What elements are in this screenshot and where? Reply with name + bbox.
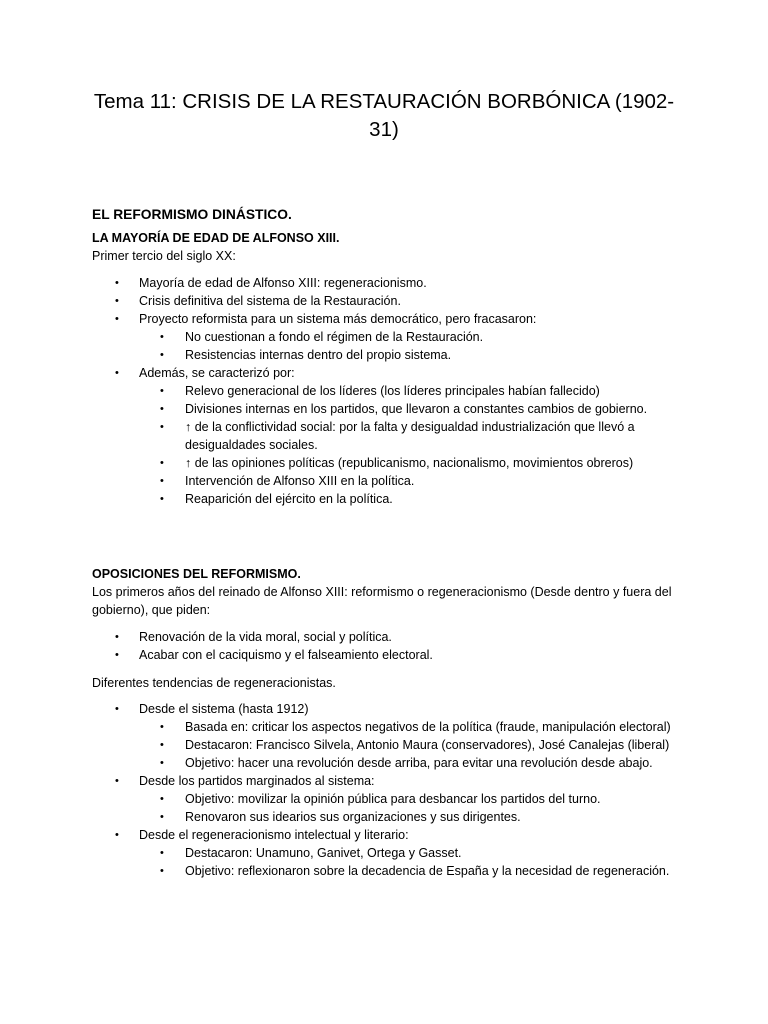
section-heading-oposiciones: OPOSICIONES DEL REFORMISMO. bbox=[92, 567, 301, 581]
list-item-text: Intervención de Alfonso XIII en la política. bbox=[185, 474, 415, 488]
list-item-text: Renovación de la vida moral, social y política. bbox=[139, 630, 392, 644]
list-item bbox=[92, 472, 682, 490]
bullet-icon: • bbox=[115, 313, 119, 325]
tendencies-intro: Diferentes tendencias de regeneracionistas. bbox=[92, 676, 336, 690]
list-item bbox=[92, 628, 682, 646]
list-item-text: Acabar con el caciquismo y el falseamiento electoral. bbox=[139, 648, 433, 662]
list-item bbox=[92, 382, 682, 400]
subheading-mayoria-edad: LA MAYORÍA DE EDAD DE ALFONSO XIII. bbox=[92, 231, 340, 245]
list-item bbox=[92, 826, 682, 844]
list-item-text: Resistencias internas dentro del propio sistema. bbox=[185, 348, 452, 362]
list-item-text: Renovaron sus idearios sus organizaciones y sus dirigentes. bbox=[185, 810, 521, 824]
list-item bbox=[92, 454, 682, 472]
list-item-text: Reaparición del ejército en la política. bbox=[185, 492, 393, 506]
list-item-text: Proyecto reformista para un sistema más democrático, pero fracasaron: bbox=[139, 312, 537, 326]
list-item-text: ↑ de la conflictividad social: por la falta y desigualdad industrialización que llevó a desigualdades sociales. bbox=[185, 420, 635, 452]
bullet-icon: • bbox=[160, 811, 164, 823]
list-item bbox=[92, 844, 682, 862]
list-item bbox=[92, 808, 682, 826]
section1-intro: Primer tercio del siglo XX: bbox=[92, 249, 236, 263]
bullet-icon: • bbox=[160, 493, 164, 505]
list-item bbox=[92, 862, 682, 880]
section-heading-reformismo: EL REFORMISMO DINÁSTICO. bbox=[92, 207, 292, 222]
list-item bbox=[92, 700, 682, 718]
list-item-text: Desde los partidos marginados al sistema: bbox=[139, 774, 375, 788]
tendencies-bullet-list bbox=[92, 700, 682, 880]
list-item-text: Divisiones internas en los partidos, que llevaron a constantes cambios de gobierno. bbox=[185, 402, 648, 416]
list-item bbox=[92, 400, 682, 418]
list-item bbox=[92, 328, 682, 346]
list-item-text: Desde el regeneracionismo intelectual y literario: bbox=[139, 828, 409, 842]
bullet-icon: • bbox=[160, 457, 164, 469]
bullet-icon: • bbox=[115, 367, 119, 379]
bullet-icon: • bbox=[115, 277, 119, 289]
bullet-icon: • bbox=[160, 847, 164, 859]
list-item-text: Basada en: criticar los aspectos negativos de la política (fraude, manipulación electoral) bbox=[185, 720, 671, 734]
list-item-text: Destacaron: Unamuno, Ganivet, Ortega y Gasset. bbox=[185, 846, 462, 860]
bullet-icon: • bbox=[115, 703, 119, 715]
list-item-text: Relevo generacional de los líderes (los líderes principales habían fallecido) bbox=[185, 384, 600, 398]
list-item-text: Objetivo: hacer una revolución desde arriba, para evitar una revolución desde abajo. bbox=[185, 756, 653, 770]
list-item bbox=[92, 490, 682, 508]
list-item-text: Mayoría de edad de Alfonso XIII: regeneracionismo. bbox=[139, 276, 427, 290]
list-item bbox=[92, 646, 682, 664]
list-item bbox=[92, 346, 682, 364]
list-item bbox=[92, 718, 682, 736]
section1-bullet-list bbox=[92, 274, 682, 508]
bullet-icon: • bbox=[160, 793, 164, 805]
list-item bbox=[92, 754, 682, 772]
bullet-icon: • bbox=[160, 421, 164, 433]
section2-intro: Los primeros años del reinado de Alfonso XIII: reformismo o regeneracionismo (Desde dentro y fuera del gobierno), que piden: bbox=[92, 585, 672, 617]
document-title: Tema 11: CRISIS DE LA RESTAURACIÓN BORBÓNICA (1902-31) bbox=[93, 90, 675, 141]
bullet-icon: • bbox=[160, 475, 164, 487]
list-item bbox=[92, 292, 682, 310]
bullet-icon: • bbox=[160, 739, 164, 751]
bullet-icon: • bbox=[160, 349, 164, 361]
list-item bbox=[92, 790, 682, 808]
bullet-icon: • bbox=[160, 757, 164, 769]
bullet-icon: • bbox=[160, 721, 164, 733]
list-item bbox=[92, 364, 682, 382]
bullet-icon: • bbox=[160, 385, 164, 397]
list-item-text: Desde el sistema (hasta 1912) bbox=[139, 702, 309, 716]
list-item bbox=[92, 736, 682, 754]
list-item bbox=[92, 772, 682, 790]
list-item bbox=[92, 274, 682, 292]
bullet-icon: • bbox=[115, 829, 119, 841]
bullet-icon: • bbox=[115, 775, 119, 787]
bullet-icon: • bbox=[115, 649, 119, 661]
list-item-text: Además, se caracterizó por: bbox=[139, 366, 295, 380]
bullet-icon: • bbox=[115, 631, 119, 643]
bullet-icon: • bbox=[115, 295, 119, 307]
bullet-icon: • bbox=[160, 403, 164, 415]
list-item-text: Objetivo: reflexionaron sobre la decadencia de España y la necesidad de regeneración. bbox=[185, 864, 670, 878]
list-item-text: No cuestionan a fondo el régimen de la Restauración. bbox=[185, 330, 484, 344]
list-item bbox=[92, 310, 682, 328]
list-item-text: Destacaron: Francisco Silvela, Antonio Maura (conservadores), José Canalejas (liberal) bbox=[185, 738, 670, 752]
bullet-icon: • bbox=[160, 331, 164, 343]
bullet-icon: • bbox=[160, 865, 164, 877]
list-item-text: Objetivo: movilizar la opinión pública para desbancar los partidos del turno. bbox=[185, 792, 601, 806]
list-item-text: ↑ de las opiniones políticas (republicanismo, nacionalismo, movimientos obreros) bbox=[185, 456, 634, 470]
list-item-text: Crisis definitiva del sistema de la Restauración. bbox=[139, 294, 401, 308]
section2-bullet-list bbox=[92, 628, 682, 664]
list-item bbox=[92, 418, 682, 454]
